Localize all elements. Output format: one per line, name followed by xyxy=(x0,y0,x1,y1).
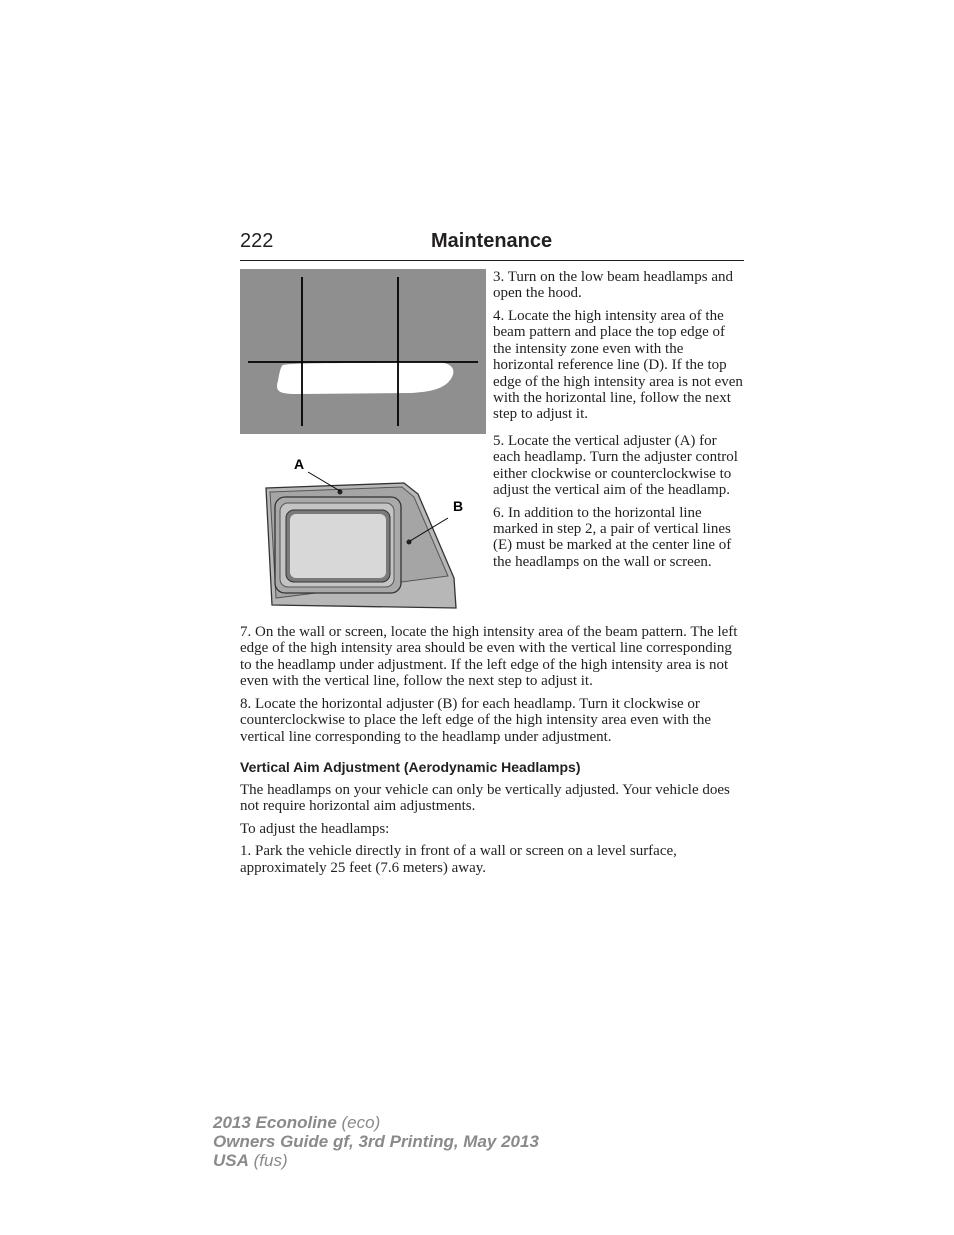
footer-line-2: Owners Guide gf, 3rd Printing, May 2013 xyxy=(213,1132,539,1151)
step-7: 7. On the wall or screen, locate the high intensity area of the beam pattern. The left edge of the high intensity area should be even with the vertical line corresponding to the headlamp under adjustment. If the left edge of the high intensity area is not even with the vertical line, follow the next step to adjust it. xyxy=(240,624,738,690)
step-1: 1. Park the vehicle directly in front of a wall or screen on a level surface, approximately 25 feet (7.6 meters) away. xyxy=(240,843,677,876)
right-column-text xyxy=(493,269,745,576)
label-a: A xyxy=(294,456,305,472)
step-3: 3. Turn on the low beam headlamps and open the hood. xyxy=(493,269,733,302)
subheading: Vertical Aim Adjustment (Aerodynamic Headlamps) xyxy=(240,759,581,776)
to-adjust-paragraph: To adjust the headlamps: xyxy=(240,820,390,837)
step-5: 5. Locate the vertical adjuster (A) for each headlamp. Turn the adjuster control either clockwise or counterclockwise to adjust the vertical aim of the headlamp. xyxy=(493,432,738,499)
label-b: B xyxy=(453,498,464,514)
page-number: 222 xyxy=(240,230,274,252)
step-4: 4. Locate the high intensity area of the beam pattern and place the top edge of the intensity zone even with the horizontal reference line (D). If the top edge of the high intensity area is not even with the horizontal line, follow the next step to adjust it. xyxy=(493,308,743,423)
full-width-steps xyxy=(240,624,745,882)
footer xyxy=(213,1113,539,1170)
page-header xyxy=(240,230,744,261)
beam-pattern-illustration xyxy=(240,269,486,434)
high-intensity-area xyxy=(277,362,453,394)
section-title: Maintenance xyxy=(431,230,553,252)
wall-background xyxy=(240,269,486,434)
step-6: 6. In addition to the horizontal line marked in step 2, a pair of vertical lines (E) must be marked at the center line of the headlamps on the wall or screen. xyxy=(493,504,732,570)
headlamp-adjuster-illustration xyxy=(258,450,478,615)
headlamp-lens xyxy=(290,514,386,578)
footer-line-1: 2013 Econoline (eco) xyxy=(213,1113,381,1132)
step-8: 8. Locate the horizontal adjuster (B) for each headlamp. Turn it clockwise or counterclockwise to place the left edge of the high intensity area even with the vertical line corresponding to the headlamp under adjustment. xyxy=(240,695,712,745)
footer-line-3: USA (fus) xyxy=(213,1151,288,1170)
intro-paragraph: The headlamps on your vehicle can only be vertically adjusted. Your vehicle does not require horizontal aim adjustments. xyxy=(240,781,730,814)
